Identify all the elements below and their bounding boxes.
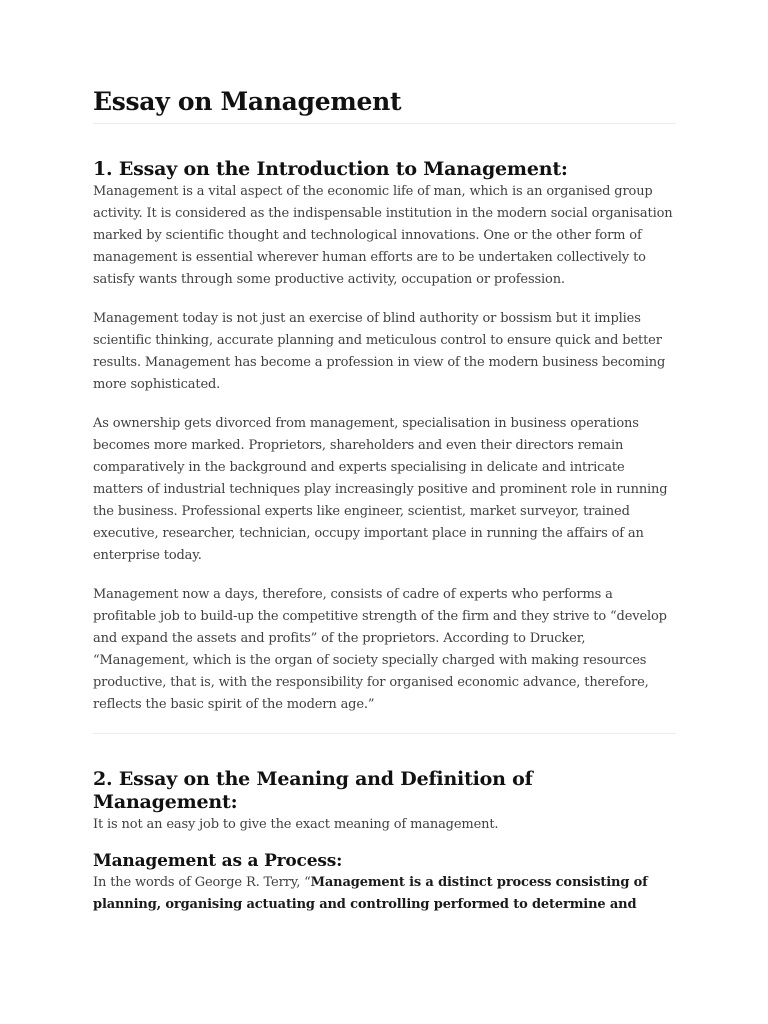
sub-heading-management-process: Management as a Process: <box>93 851 343 871</box>
paragraph-terry-quote <box>93 872 676 916</box>
paragraph: Management today is not just an exercise of blind authority or bossism but it implies scientific thinking, accurate planning and meticulous control to ensure quick and better results. Management has become a profession in view of the modern business becoming more sophisticated. <box>93 311 666 392</box>
quote-bold-text: Management is a distinct process consisting of planning, organising actuating and controlling performed to determine and <box>93 875 648 912</box>
paragraph: It is not an easy job to give the exact meaning of management. <box>93 817 499 832</box>
section-divider <box>93 733 676 734</box>
paragraph: Management is a vital aspect of the economic life of man, which is an organised group activity. It is considered as the indispensable institution in the modern social organisation marked by scientific thought and technological innovations. One or the other form of management is essential wherever human efforts are to be undertaken collectively to satisfy wants through some productive activity, occupation or profession. <box>93 184 673 287</box>
page-title: Essay on Management <box>93 87 402 116</box>
paragraph: Management now a days, therefore, consists of cadre of experts who performs a profitable job to build-up the competitive strength of the firm and they strive to “develop and expand the assets and profits” of the proprietors. According to Drucker, “Management, which is the organ of society specially charged with making resources productive, that is, with the responsibility for organised economic advance, therefore, reflects the basic spirit of the modern age.” <box>93 587 667 712</box>
section-heading-meaning-definition: 2. Essay on the Meaning and Definition of Management: <box>93 768 533 813</box>
quote-prefix: In the words of George R. Terry, “ <box>93 875 311 890</box>
title-divider <box>93 123 676 124</box>
paragraph: As ownership gets divorced from management, specialisation in business operations becomes more marked. Proprietors, shareholders and even their directors remain comparatively in the background and experts specialising in delicate and intricate matters of industrial techniques play increasingly positive and prominent role in running the business. Professional experts like engineer, scientist, market surveyor, trained executive, researcher, technician, occupy important place in running the affairs of an enterprise today. <box>93 416 668 563</box>
section-heading-introduction: 1. Essay on the Introduction to Management: <box>93 158 568 180</box>
